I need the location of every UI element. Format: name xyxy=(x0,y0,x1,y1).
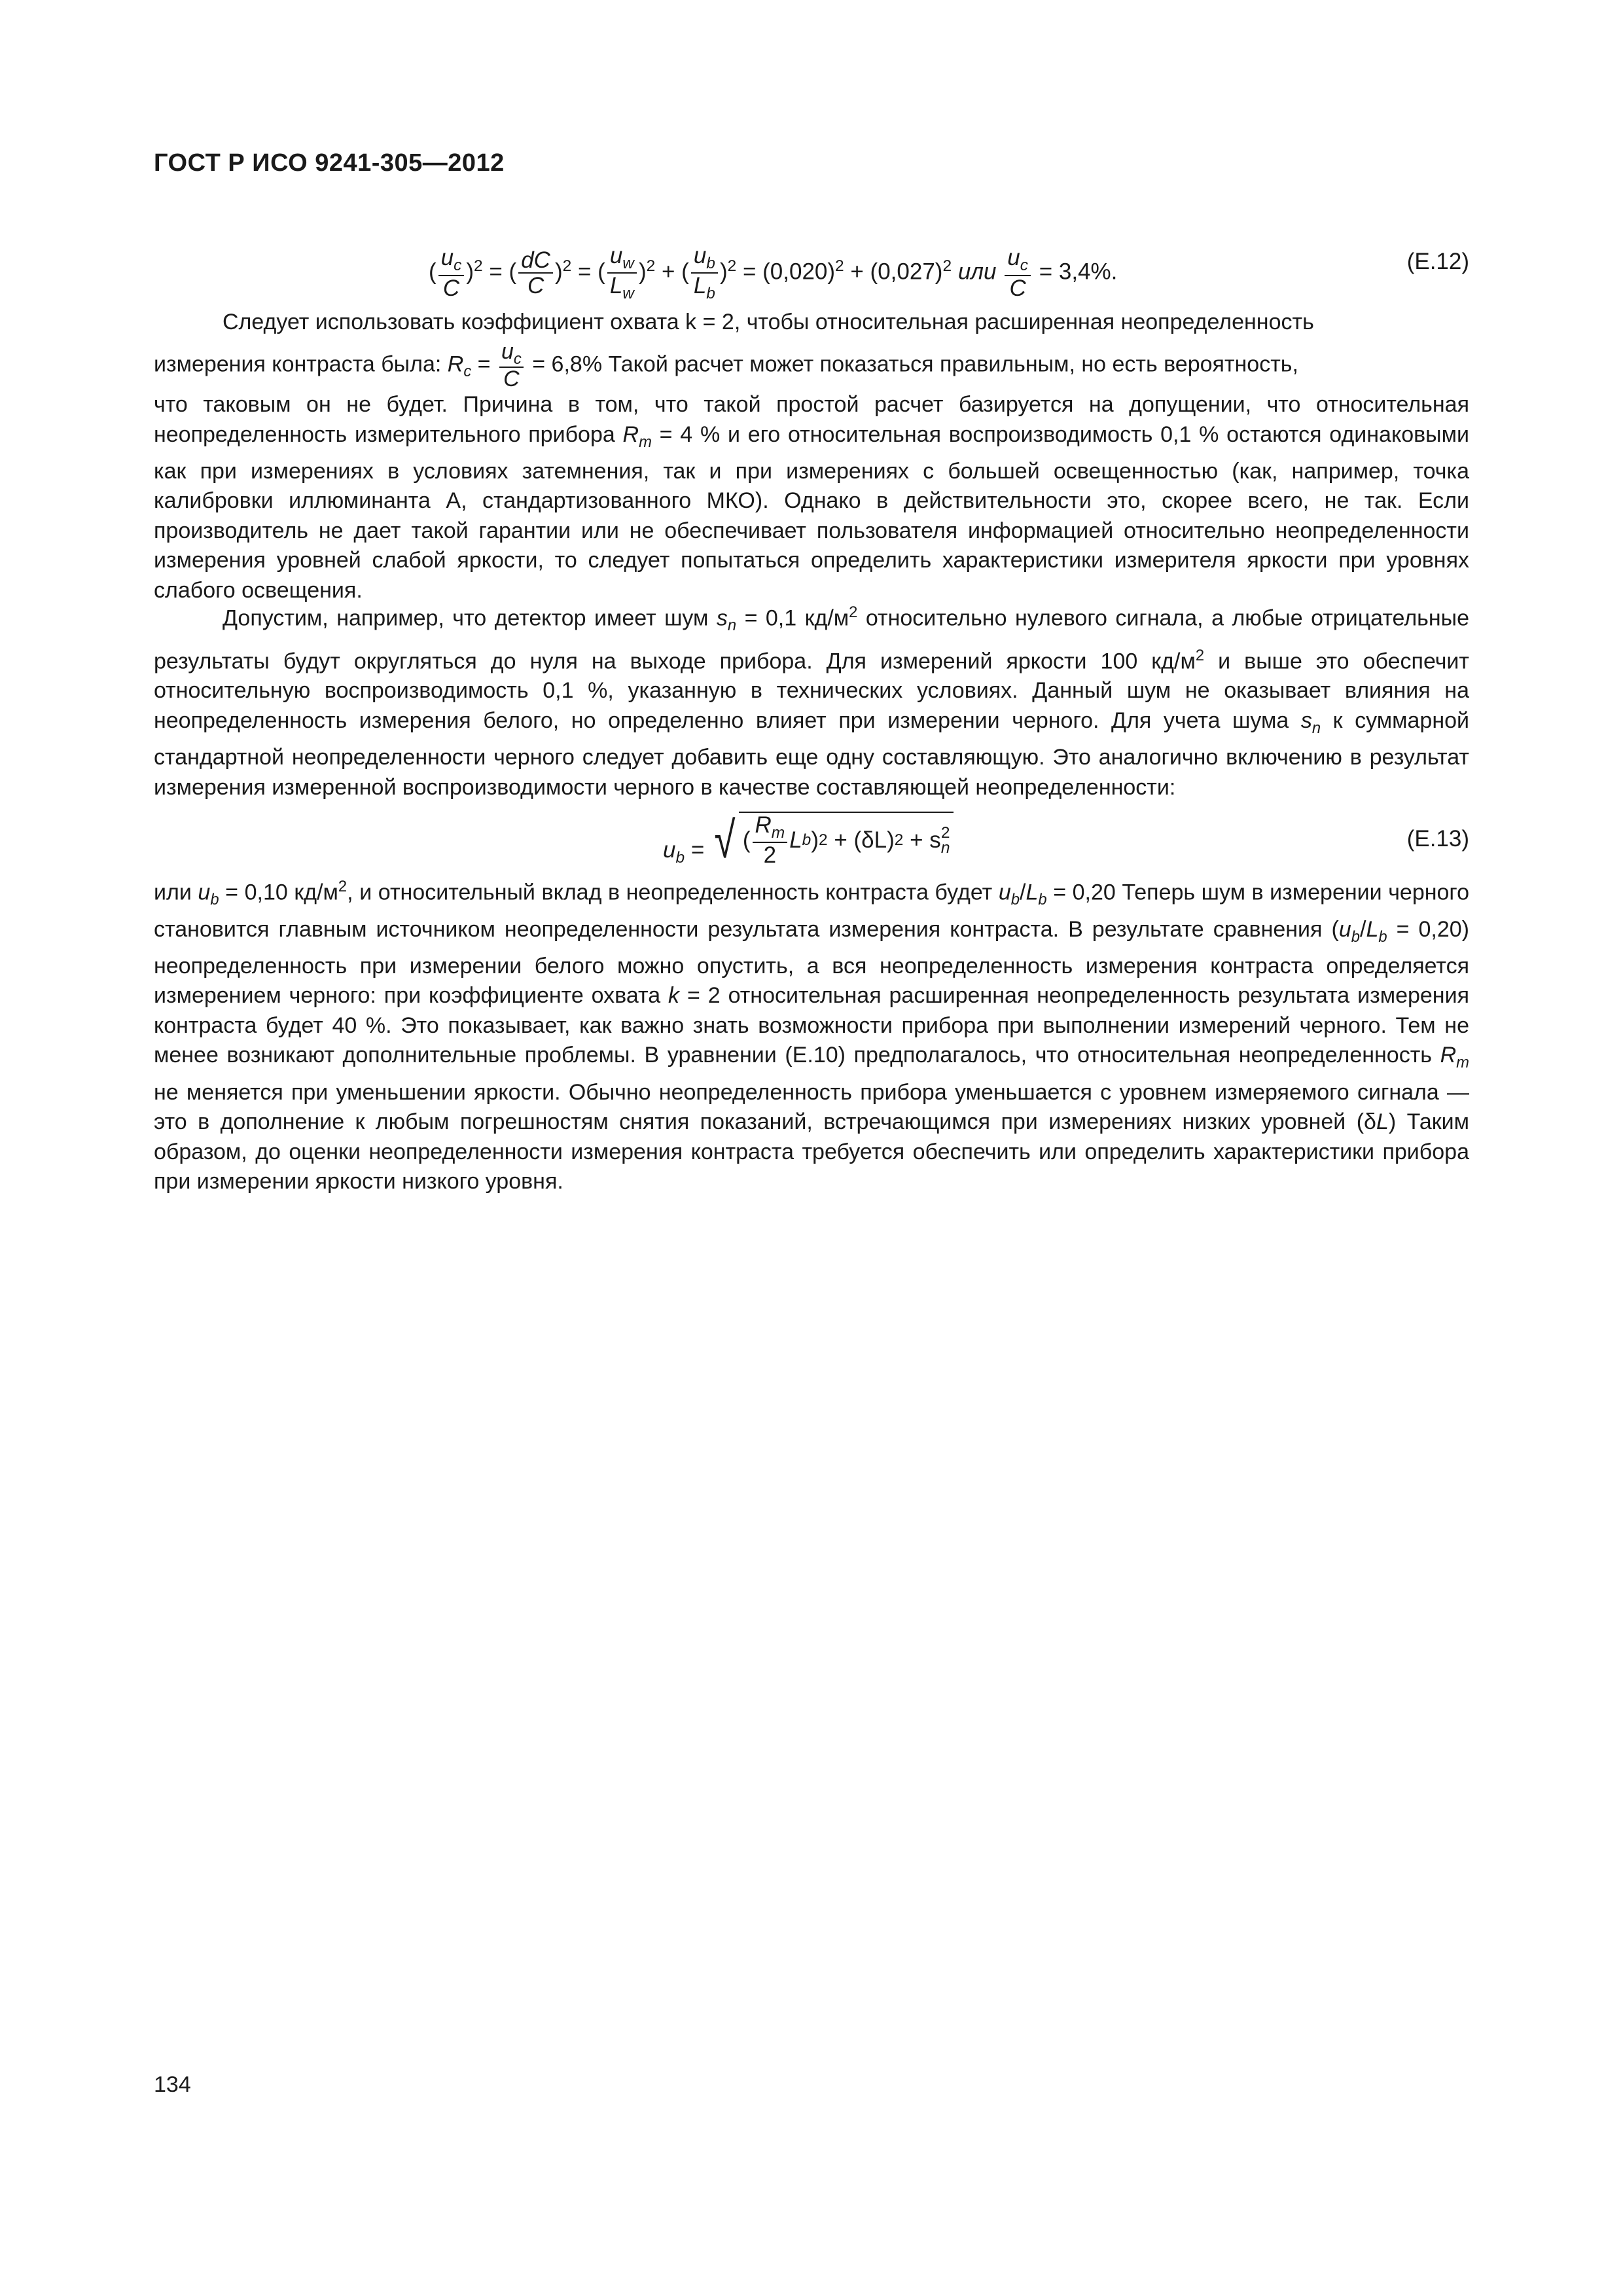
paragraph-1-line-2: измерения контраста была: $R_c$ = $\frac{u_c}{C}$ = 6,8% Такой расчет может показаться правильным, но есть вероятность, xyxy=(154,338,1298,392)
paragraph-1-line-1: Следует использовать коэффициент охвата k = 2, чтобы относительная расширенная неопределенность xyxy=(223,310,1314,334)
paragraph-3-body: или $u_b = 0,10$ $кд/м^2$, и относительный вклад в неопределенность контраста будет $u_b/L_b = 0,20$ Теперь шум в измерении черного становится главным источником неопределенности результата измерения контраста. В результате сравнения $(u_b/L_b = 0,20)$ неопределенность при измерении белого можно опустить, а вся неопределенность измерения контраста определяется измерением черного: при коэффициенте охвата k = 2 относительная расширенная неопределенность результата измерения контраста будет 40 %. Это показывает, как важно знать возможности прибора при выполнении измерений черного. Тем не менее возникают дополнительные проблемы. В уравнении (E.10) предполагалось, что относительная неопределенность $R_m$ не меняется при уменьшении яркости. Обычно неопределенность прибора уменьшается с уровнем измеряемого сигнала — это в дополнение к любым погрешностям снятия показаний, встречающимся при измерениях низких уровней (δL) Таким образом, до оценки неопределенности измерения контраста требуется обеспечить или определить характеристики прибора при измерении яркости низкого уровня. xyxy=(154,878,1470,1194)
equation-number: (E.12) xyxy=(1406,249,1469,274)
paragraph-3 xyxy=(154,872,1469,1197)
equation-e13-formula: $u_b$ = √ ( $\frac{R_m}{2}$ L b ) 2 + (δL) 2 + s 2 n xyxy=(663,812,954,868)
paragraph-2-body: Допустим, например, что детектор имеет шум $s_n = 0,1$ $кд/м^2$ относительно нулевого сигнала, а любые отрицательные результаты будут округляться до нуля на выходе прибора. Для измерений яркости 100 $кд/м^2$ и выше это обеспечит относительную воспроизводимость 0,1 %, указанную в технических условиях. Данный шум не оказывает влияния на неопределенность измерения белого, но определенно влияет при измерении черного. Для учета шума $s_n$ к суммарной стандартной неопределенности черного следует добавить еще одну составляющую. Это аналогично включению в результат измерения измеренной воспроизводимости черного в качестве составляющей неопределенности: xyxy=(154,603,1470,800)
paragraph-1 xyxy=(154,308,1469,605)
paragraph-2 xyxy=(154,598,1469,802)
paragraph-1-body: что таковым он не будет. Причина в том, что такой простой расчет базируется на допущении, что относительная неопределенность измерительного прибора $R_m = 4$ % и его относительная воспроизводимость 0,1 % остаются одинаковыми как при измерениях в условиях затемнения, так и при измерениях с большей освещенностью (как, например, точка калибровки иллюминанта А, стандартизованного МКО). Однако в действительности это, скорее всего, не так. Если производитель не дает такой гарантии или не обеспечивает пользователя информацией относительно неопределенности измерения уровней слабой яркости, то следует попытаться определить характеристики измерителя яркости при уровнях слабого освещения. xyxy=(154,392,1469,603)
document-header: ГОСТ Р ИСО 9241-305—2012 xyxy=(154,149,505,177)
equation-e12 xyxy=(154,243,1469,302)
equation-number: (E.13) xyxy=(1406,826,1469,852)
equation-e13 xyxy=(154,812,1469,870)
equation-e12-formula: ( $\frac{u_c}{C}$ )$^2$ = ( $\frac{dC}{C}$ )$^2$ = ( $\frac{u_w}{L_w}$ )$^2$ + ( $\frac{u_b}{L_b}$ )$^2 = (0,020)^2 + (0,027)^2$ или $\frac{u_c}{C}$ = 3,4%. xyxy=(429,243,1118,303)
page-number: 134 xyxy=(154,2072,191,2097)
